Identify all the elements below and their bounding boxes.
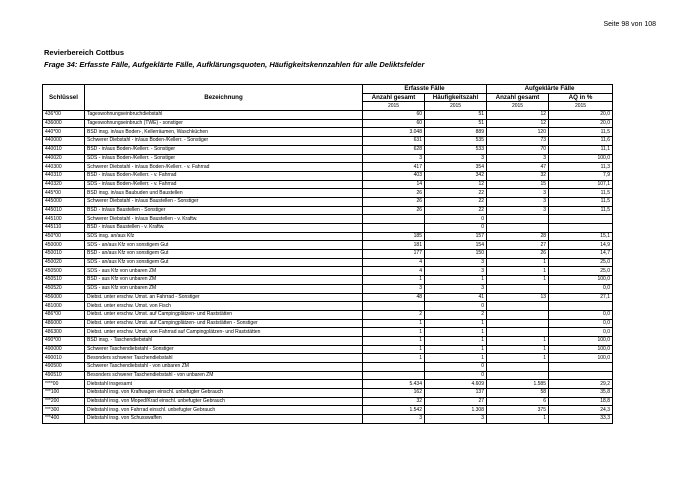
cell-erfasste-anzahl: 1 [363, 328, 425, 337]
cell-description: SDS - an/aus Kfz von sonstigem Gut [85, 241, 363, 250]
table-row [43, 371, 613, 380]
cell-description: BSD insg. in/aus Baubuden und Baustellen [85, 189, 363, 198]
cell-key: 445110 [43, 224, 85, 233]
cell-erfasste-anzahl: 14 [363, 180, 425, 189]
cell-aufgeklaerte-anzahl: 58 [487, 389, 549, 398]
cell-haeufigkeitszahl: 3 [425, 267, 487, 276]
table-row [43, 293, 613, 302]
cell-erfasste-anzahl: 403 [363, 171, 425, 180]
cell-aq: 7,9 [549, 171, 613, 180]
cell-description: Diebst. unter erschw. Umst. von Fisch [85, 302, 363, 311]
cell-aq: 11,5 [549, 206, 613, 215]
cell-description: Schwerer Diebstahl - in/aus Boden-/Kellerr. - v. Fahrrad [85, 163, 363, 172]
cell-aufgeklaerte-anzahl: 1.585 [487, 380, 549, 389]
cell-aq: 18,8 [549, 397, 613, 406]
table-row [43, 276, 613, 285]
cell-description: Diebstahl insg. von Kraftwagen einschl. unbefugter Gebrauch [85, 389, 363, 398]
cell-erfasste-anzahl: 3 [363, 284, 425, 293]
cell-aq: 100,0 [549, 276, 613, 285]
table-row [43, 336, 613, 345]
cell-key: 440*00 [43, 128, 85, 137]
cell-key: 440310 [43, 171, 85, 180]
cell-aufgeklaerte-anzahl [487, 215, 549, 224]
cell-key: 440320 [43, 180, 85, 189]
cell-erfasste-anzahl: 60 [363, 111, 425, 120]
cell-aufgeklaerte-anzahl: 3 [487, 206, 549, 215]
table-row [43, 128, 613, 137]
cell-erfasste-anzahl: 26 [363, 206, 425, 215]
cell-haeufigkeitszahl: 137 [425, 389, 487, 398]
cell-aufgeklaerte-anzahl: 6 [487, 397, 549, 406]
cell-description: Diebst. unter erschw. Umst. an Fahrrad - Sonstiger [85, 293, 363, 302]
cell-description: Schwerer Diebstahl - in/aus Boden-/Kellerr. - Sonstiger [85, 137, 363, 146]
cell-haeufigkeitszahl: 1.308 [425, 406, 487, 415]
table-row [43, 119, 613, 128]
region-title: Revierbereich Cottbus [44, 48, 125, 57]
cell-description: Diebstahl insg. von Moped/Krad einschl. unbefugter Gebrauch [85, 397, 363, 406]
cell-aq [549, 215, 613, 224]
cell-aq: 11,3 [549, 163, 613, 172]
cell-key: 445*00 [43, 189, 85, 198]
cell-aufgeklaerte-anzahl: 120 [487, 128, 549, 137]
table-row [43, 171, 613, 180]
cell-aufgeklaerte-anzahl: 32 [487, 171, 549, 180]
table-row [43, 397, 613, 406]
table-row [43, 319, 613, 328]
cell-key: 450000 [43, 241, 85, 250]
cell-aq: 100,0 [549, 336, 613, 345]
cell-aq: 11,5 [549, 189, 613, 198]
table-row [43, 310, 613, 319]
cell-key: ****00 [43, 380, 85, 389]
header-key: Schlüssel [43, 85, 85, 111]
cell-aufgeklaerte-anzahl: 73 [487, 137, 549, 146]
cell-erfasste-anzahl: 26 [363, 189, 425, 198]
cell-aufgeklaerte-anzahl: 1 [487, 345, 549, 354]
table-row [43, 415, 613, 424]
cell-aufgeklaerte-anzahl: 1 [487, 258, 549, 267]
table-row [43, 215, 613, 224]
table-row [43, 197, 613, 206]
cell-key: 490010 [43, 354, 85, 363]
cell-key: 436000 [43, 119, 85, 128]
cell-erfasste-anzahl: 162 [363, 389, 425, 398]
cell-aufgeklaerte-anzahl: 27 [487, 241, 549, 250]
cell-aufgeklaerte-anzahl [487, 310, 549, 319]
cell-erfasste-anzahl: 2 [363, 310, 425, 319]
cell-aq: 24,3 [549, 406, 613, 415]
cell-erfasste-anzahl: 1 [363, 354, 425, 363]
cell-description: SDS insg. an/aus Kfz [85, 232, 363, 241]
cell-key: ***200 [43, 397, 85, 406]
cell-haeufigkeitszahl: 51 [425, 119, 487, 128]
cell-description: SDS - aus Kfz von unbaren ZM [85, 267, 363, 276]
cell-aufgeklaerte-anzahl: 12 [487, 111, 549, 120]
cell-key: 450*00 [43, 232, 85, 241]
table-row [43, 284, 613, 293]
cell-erfasste-anzahl: 1.542 [363, 406, 425, 415]
table-row [43, 180, 613, 189]
cell-erfasste-anzahl: 417 [363, 163, 425, 172]
cell-aq: 0,0 [549, 284, 613, 293]
cell-description: Besonders schwerer Taschendiebstahl [85, 354, 363, 363]
table-row [43, 137, 613, 146]
cell-aq: 20,0 [549, 111, 613, 120]
cell-aufgeklaerte-anzahl: 3 [487, 189, 549, 198]
cell-key: 445010 [43, 206, 85, 215]
cell-erfasste-anzahl: 4 [363, 258, 425, 267]
cell-haeufigkeitszahl: 22 [425, 189, 487, 198]
cell-haeufigkeitszahl: 1 [425, 354, 487, 363]
table-row [43, 354, 613, 363]
cell-aq: 11,6 [549, 137, 613, 146]
cell-description: Tageswohnungseinbruch (TWE) - sonstiger [85, 119, 363, 128]
cell-haeufigkeitszahl: 354 [425, 163, 487, 172]
cell-haeufigkeitszahl: 3 [425, 415, 487, 424]
cell-haeufigkeitszahl: 535 [425, 137, 487, 146]
table-row [43, 111, 613, 120]
cell-aufgeklaerte-anzahl [487, 284, 549, 293]
cell-aq [549, 224, 613, 233]
cell-key: 456000 [43, 293, 85, 302]
cell-erfasste-anzahl: 1 [363, 345, 425, 354]
cell-key: 440300 [43, 163, 85, 172]
cell-key: 486*00 [43, 310, 85, 319]
cell-aq: 25,0 [549, 258, 613, 267]
cell-haeufigkeitszahl: 1 [425, 276, 487, 285]
cell-aq: 14,9 [549, 241, 613, 250]
cell-haeufigkeitszahl: 4.609 [425, 380, 487, 389]
cell-haeufigkeitszahl: 12 [425, 180, 487, 189]
cell-haeufigkeitszahl: 22 [425, 206, 487, 215]
cell-aq: 100,0 [549, 345, 613, 354]
cell-haeufigkeitszahl: 533 [425, 145, 487, 154]
header-description: Bezeichnung [85, 85, 363, 111]
cell-aq [549, 302, 613, 311]
cell-erfasste-anzahl: 3 [363, 154, 425, 163]
cell-aq: 14,7 [549, 250, 613, 259]
header-aufgeklaerte: Aufgeklärte Fälle [487, 85, 613, 94]
cell-aufgeklaerte-anzahl: 1 [487, 415, 549, 424]
cell-aufgeklaerte-anzahl: 15 [487, 180, 549, 189]
cell-aq: 100,0 [549, 354, 613, 363]
cell-aq [549, 363, 613, 372]
cell-aq: 0,0 [549, 319, 613, 328]
header-erfasste: Erfasste Fälle [363, 85, 487, 94]
cell-description: BSD - in/aus Baustellen - v. Kraftw. [85, 224, 363, 233]
table-row [43, 380, 613, 389]
cell-key: 490510 [43, 371, 85, 380]
table-row [43, 232, 613, 241]
cell-key: 440010 [43, 145, 85, 154]
cell-description: BSD - in/aus Boden-/Kellerr. - Sonstiger [85, 145, 363, 154]
cell-haeufigkeitszahl: 2 [425, 310, 487, 319]
cell-aufgeklaerte-anzahl [487, 319, 549, 328]
cell-key: 450510 [43, 276, 85, 285]
cell-erfasste-anzahl: 5.434 [363, 380, 425, 389]
cell-aq: 33,3 [549, 415, 613, 424]
cell-key: 481000 [43, 302, 85, 311]
cell-erfasste-anzahl [363, 215, 425, 224]
cell-aq: 0,0 [549, 310, 613, 319]
cell-aufgeklaerte-anzahl: 1 [487, 336, 549, 345]
cell-description: BSD - an/aus Kfz von sonstigem Gut [85, 250, 363, 259]
cell-key: 450520 [43, 284, 85, 293]
cell-key: ***300 [43, 406, 85, 415]
cell-description: SDS - aus Kfz von unbaren ZM [85, 284, 363, 293]
cell-erfasste-anzahl: 60 [363, 119, 425, 128]
statistics-table [42, 84, 613, 424]
question-title: Frage 34: Erfasste Fälle, Aufgeklärte Fälle, Aufklärungsquoten, Häufigkeitskennzahlen für alle Deliktsfelder [44, 60, 425, 69]
cell-erfasste-anzahl: 1 [363, 336, 425, 345]
cell-aq: 27,1 [549, 293, 613, 302]
header-year: 2015 [487, 102, 549, 111]
cell-haeufigkeitszahl: 3 [425, 284, 487, 293]
cell-aufgeklaerte-anzahl [487, 302, 549, 311]
cell-description: BSD insg. in/aus Boden-, Kellerräumen, Waschküchen [85, 128, 363, 137]
cell-haeufigkeitszahl: 27 [425, 397, 487, 406]
cell-aq: 11,1 [549, 145, 613, 154]
cell-aq: 107,1 [549, 180, 613, 189]
cell-key: ***400 [43, 415, 85, 424]
cell-haeufigkeitszahl: 157 [425, 232, 487, 241]
cell-haeufigkeitszahl: 3 [425, 154, 487, 163]
cell-erfasste-anzahl [363, 371, 425, 380]
cell-description: BSD insg. - Taschendiebstahl [85, 336, 363, 345]
cell-key: 450020 [43, 258, 85, 267]
cell-erfasste-anzahl: 4 [363, 267, 425, 276]
cell-aufgeklaerte-anzahl: 28 [487, 232, 549, 241]
cell-aq: 11,5 [549, 128, 613, 137]
cell-aufgeklaerte-anzahl: 1 [487, 267, 549, 276]
cell-aq: 25,0 [549, 267, 613, 276]
cell-erfasste-anzahl: 32 [363, 397, 425, 406]
cell-erfasste-anzahl: 628 [363, 145, 425, 154]
page-number: Seite 98 von 108 [603, 21, 656, 28]
table-row [43, 250, 613, 259]
table-row [43, 206, 613, 215]
cell-erfasste-anzahl: 631 [363, 137, 425, 146]
cell-key: 450500 [43, 267, 85, 276]
cell-aufgeklaerte-anzahl [487, 328, 549, 337]
cell-key: 486300 [43, 328, 85, 337]
cell-erfasste-anzahl [363, 224, 425, 233]
table-row [43, 302, 613, 311]
cell-description: BSD - aus Kfz von unbaren ZM [85, 276, 363, 285]
cell-key: ***100 [43, 389, 85, 398]
cell-aufgeklaerte-anzahl: 12 [487, 119, 549, 128]
cell-description: Schwerer Diebstahl - in/aus Baustellen - Sonstiger [85, 197, 363, 206]
header-anzahl-gesamt: Anzahl gesamt [363, 93, 425, 102]
table-row [43, 189, 613, 198]
cell-erfasste-anzahl: 1 [363, 276, 425, 285]
header-year: 2015 [363, 102, 425, 111]
header-year: 2015 [425, 102, 487, 111]
table-row [43, 241, 613, 250]
table-row [43, 145, 613, 154]
table-row [43, 389, 613, 398]
table-row [43, 267, 613, 276]
header-aq: AQ in % [549, 93, 613, 102]
cell-description: Schwerer Diebstahl - in/aus Baustellen - v. Kraftw. [85, 215, 363, 224]
cell-key: 445100 [43, 215, 85, 224]
cell-aq: 29,2 [549, 380, 613, 389]
cell-aufgeklaerte-anzahl: 26 [487, 250, 549, 259]
cell-haeufigkeitszahl: 154 [425, 241, 487, 250]
cell-description: Diebst. unter erschw. Umst. von Fahrrad auf Campingplätzen- und Raststätten [85, 328, 363, 337]
cell-aq: 35,8 [549, 389, 613, 398]
cell-description: Diebstahl insg. von Schusswaffen [85, 415, 363, 424]
cell-erfasste-anzahl: 3 [363, 415, 425, 424]
cell-erfasste-anzahl [363, 363, 425, 372]
header-year: 2015 [549, 102, 613, 111]
cell-haeufigkeitszahl: 3 [425, 258, 487, 267]
cell-description: Schwerer Taschendiebstahl - von unbaren ZM [85, 363, 363, 372]
cell-haeufigkeitszahl: 1 [425, 336, 487, 345]
cell-description: Schwerer Taschendiebstahl - Sonstiger [85, 345, 363, 354]
cell-key: 490500 [43, 363, 85, 372]
table-row [43, 345, 613, 354]
cell-haeufigkeitszahl: 22 [425, 197, 487, 206]
cell-key: 440020 [43, 154, 85, 163]
cell-haeufigkeitszahl: 51 [425, 111, 487, 120]
table-row [43, 258, 613, 267]
cell-description: BSD - in/aus Boden-/Kellerr. - v. Fahrrad [85, 171, 363, 180]
cell-haeufigkeitszahl: 1 [425, 345, 487, 354]
cell-aufgeklaerte-anzahl: 3 [487, 154, 549, 163]
cell-aufgeklaerte-anzahl: 1 [487, 276, 549, 285]
cell-description: Tageswohnungseinbruchdiebstahl [85, 111, 363, 120]
cell-erfasste-anzahl: 185 [363, 232, 425, 241]
cell-aq: 20,0 [549, 119, 613, 128]
cell-key: 490000 [43, 345, 85, 354]
cell-aufgeklaerte-anzahl: 375 [487, 406, 549, 415]
cell-key: 440000 [43, 137, 85, 146]
table-row [43, 224, 613, 233]
cell-erfasste-anzahl [363, 302, 425, 311]
cell-haeufigkeitszahl: 889 [425, 128, 487, 137]
cell-aufgeklaerte-anzahl: 1 [487, 354, 549, 363]
cell-haeufigkeitszahl: 1 [425, 328, 487, 337]
cell-haeufigkeitszahl: 1 [425, 319, 487, 328]
cell-erfasste-anzahl: 3.048 [363, 128, 425, 137]
cell-key: 445000 [43, 197, 85, 206]
cell-haeufigkeitszahl: 0 [425, 363, 487, 372]
cell-haeufigkeitszahl: 0 [425, 224, 487, 233]
table-row [43, 406, 613, 415]
table-row [43, 154, 613, 163]
cell-haeufigkeitszahl: 0 [425, 302, 487, 311]
cell-aufgeklaerte-anzahl [487, 363, 549, 372]
cell-key: 436*00 [43, 111, 85, 120]
table-row [43, 328, 613, 337]
cell-description: Diebst. unter erschw. Umst. auf Campingplätzen- und Raststätten [85, 310, 363, 319]
header-haeufigkeitszahl: Häufigkeitszahl [425, 93, 487, 102]
table-body [43, 111, 613, 424]
cell-aufgeklaerte-anzahl: 70 [487, 145, 549, 154]
table-row [43, 363, 613, 372]
cell-haeufigkeitszahl: 0 [425, 215, 487, 224]
cell-description: SDS - an/aus Kfz von sonstigem Gut [85, 258, 363, 267]
cell-haeufigkeitszahl: 41 [425, 293, 487, 302]
cell-haeufigkeitszahl: 342 [425, 171, 487, 180]
cell-description: Diebstahl insg. von Fahrrad einschl. unbefugter Gebrauch [85, 406, 363, 415]
cell-aufgeklaerte-anzahl [487, 371, 549, 380]
cell-aufgeklaerte-anzahl [487, 224, 549, 233]
cell-description: Diebst. unter erschw. Umst. auf Campingplätzen- und Raststätten - Sonstiger [85, 319, 363, 328]
cell-description: Besonders schwerer Taschendiebstahl - von unbaren ZM [85, 371, 363, 380]
cell-erfasste-anzahl: 48 [363, 293, 425, 302]
cell-key: 490*00 [43, 336, 85, 345]
cell-aq: 0,0 [549, 328, 613, 337]
cell-key: 486000 [43, 319, 85, 328]
cell-description: SDS - in/aus Boden-/Kellerr. - Sonstiger [85, 154, 363, 163]
cell-key: 450010 [43, 250, 85, 259]
cell-haeufigkeitszahl: 0 [425, 371, 487, 380]
cell-haeufigkeitszahl: 150 [425, 250, 487, 259]
cell-aq: 15,1 [549, 232, 613, 241]
cell-description: SDS - in/aus Boden-/Kellerr. - v. Fahrrad [85, 180, 363, 189]
cell-aq [549, 371, 613, 380]
cell-description: BSD - in/aus Baustellen - Sonstiger [85, 206, 363, 215]
cell-aufgeklaerte-anzahl: 13 [487, 293, 549, 302]
cell-erfasste-anzahl: 177 [363, 250, 425, 259]
header-anzahl-gesamt-2: Anzahl gesamt [487, 93, 549, 102]
cell-erfasste-anzahl: 1 [363, 319, 425, 328]
cell-aufgeklaerte-anzahl: 47 [487, 163, 549, 172]
cell-erfasste-anzahl: 26 [363, 197, 425, 206]
cell-description: Diebstahl insgesamt [85, 380, 363, 389]
cell-aq: 11,5 [549, 197, 613, 206]
cell-aufgeklaerte-anzahl: 3 [487, 197, 549, 206]
cell-erfasste-anzahl: 181 [363, 241, 425, 250]
cell-aq: 100,0 [549, 154, 613, 163]
table-row [43, 163, 613, 172]
